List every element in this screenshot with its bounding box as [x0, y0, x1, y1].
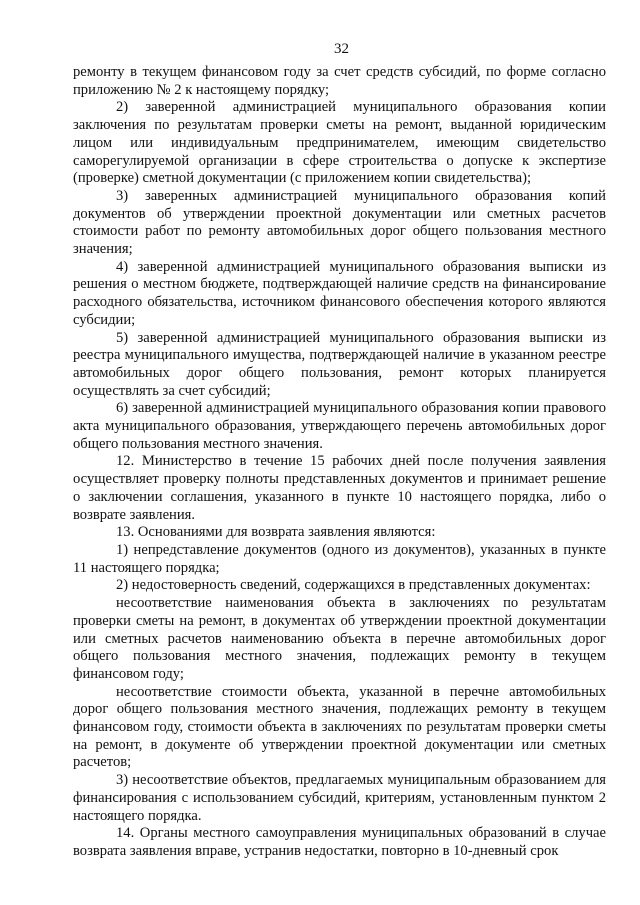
paragraph-item-3: 3) заверенных администрацией муниципального образования копий документов об утверждении проектной документации или сметных расчетов стоимости работ по ремонту автомобильных дорог общего пользования местного значения; — [73, 187, 606, 258]
paragraph-item-6: 6) заверенной администрацией муниципального образования копии правового акта муниципального образования, утверждающего перечень автомобильных дорог общего пользования местного значения. — [73, 400, 606, 452]
paragraph-clause-14: 14. Органы местного самоуправления муниципальных образований в случае возврата заявления вправе, устранив недостатки, повторно в 10-дневный срок — [73, 825, 606, 859]
paragraph-clause-13-item-3: 3) несоответствие объектов, предлагаемых муниципальным образованием для финансирования с использованием субсидий, критериям, установленным пунктом 2 настоящего порядка. — [73, 772, 606, 824]
paragraph-clause-13-item-2: 2) недостоверность сведений, содержащихся в представленных документах: — [116, 577, 591, 594]
paragraph-item-4: 4) заверенной администрацией муниципального образования выписки из решения о местном бюджете, подтверждающей наличие средств на финансирование расходного обязательства, источником финансового обеспечения которого являются субсидии; — [73, 258, 606, 328]
page-number: 32 — [334, 41, 349, 57]
paragraph-item-5: 5) заверенной администрацией муниципального образования выписки из реестра муниципального имущества, подтверждающей наличие в указанном реестре автомобильных дорог общего пользования, ремонт которых планируется осуществлять за счет субсидий; — [73, 329, 606, 399]
paragraph-item-2: 2) заверенной администрацией муниципального образования копии заключения по результатам проверки сметы на ремонт, выданной юридическим лицом или индивидуальным предпринимателем, имеющим свидетельство саморегулируемой организации в сфере строительства о допуске к экспертизе (проверке) сметной документации (с приложением копии свидетельства); — [73, 99, 606, 187]
paragraph-clause-13: 13. Основаниями для возврата заявления являются: — [116, 524, 436, 541]
document-body — [73, 64, 606, 861]
paragraph-continuation: ремонту в текущем финансовом году за счет средств субсидий, по форме согласно приложению № 2 к настоящему порядку; — [73, 64, 606, 98]
paragraph-mismatch-name: несоответствие наименования объекта в заключениях по результатам проверки сметы на ремонт, в документах об утверждении проектной документации или сметных расчетов наименованию объекта в перечне автомобильных дорог общего пользования местного значения, подлежащих ремонту в текущем финансовом году; — [73, 595, 606, 682]
paragraph-clause-12: 12. Министерство в течение 15 рабочих дней после получения заявления осуществляет проверку полноты представленных документов и принимает решение о заключении соглашения, указанного в пункте 10 настоящего порядка, либо о возврате заявления. — [73, 453, 606, 523]
paragraph-mismatch-cost: несоответствие стоимости объекта, указанной в перечне автомобильных дорог общего пользования местного значения, подлежащих ремонту в текущем финансовом году, стоимости объекта в заключениях по результатам проверки сметы на ремонт, в документе об утверждении проектной документации или сметных расчетов; — [73, 683, 606, 771]
paragraph-clause-13-item-1: 1) непредставление документов (одного из документов), указанных в пункте 11 настоящего порядка; — [73, 541, 606, 576]
